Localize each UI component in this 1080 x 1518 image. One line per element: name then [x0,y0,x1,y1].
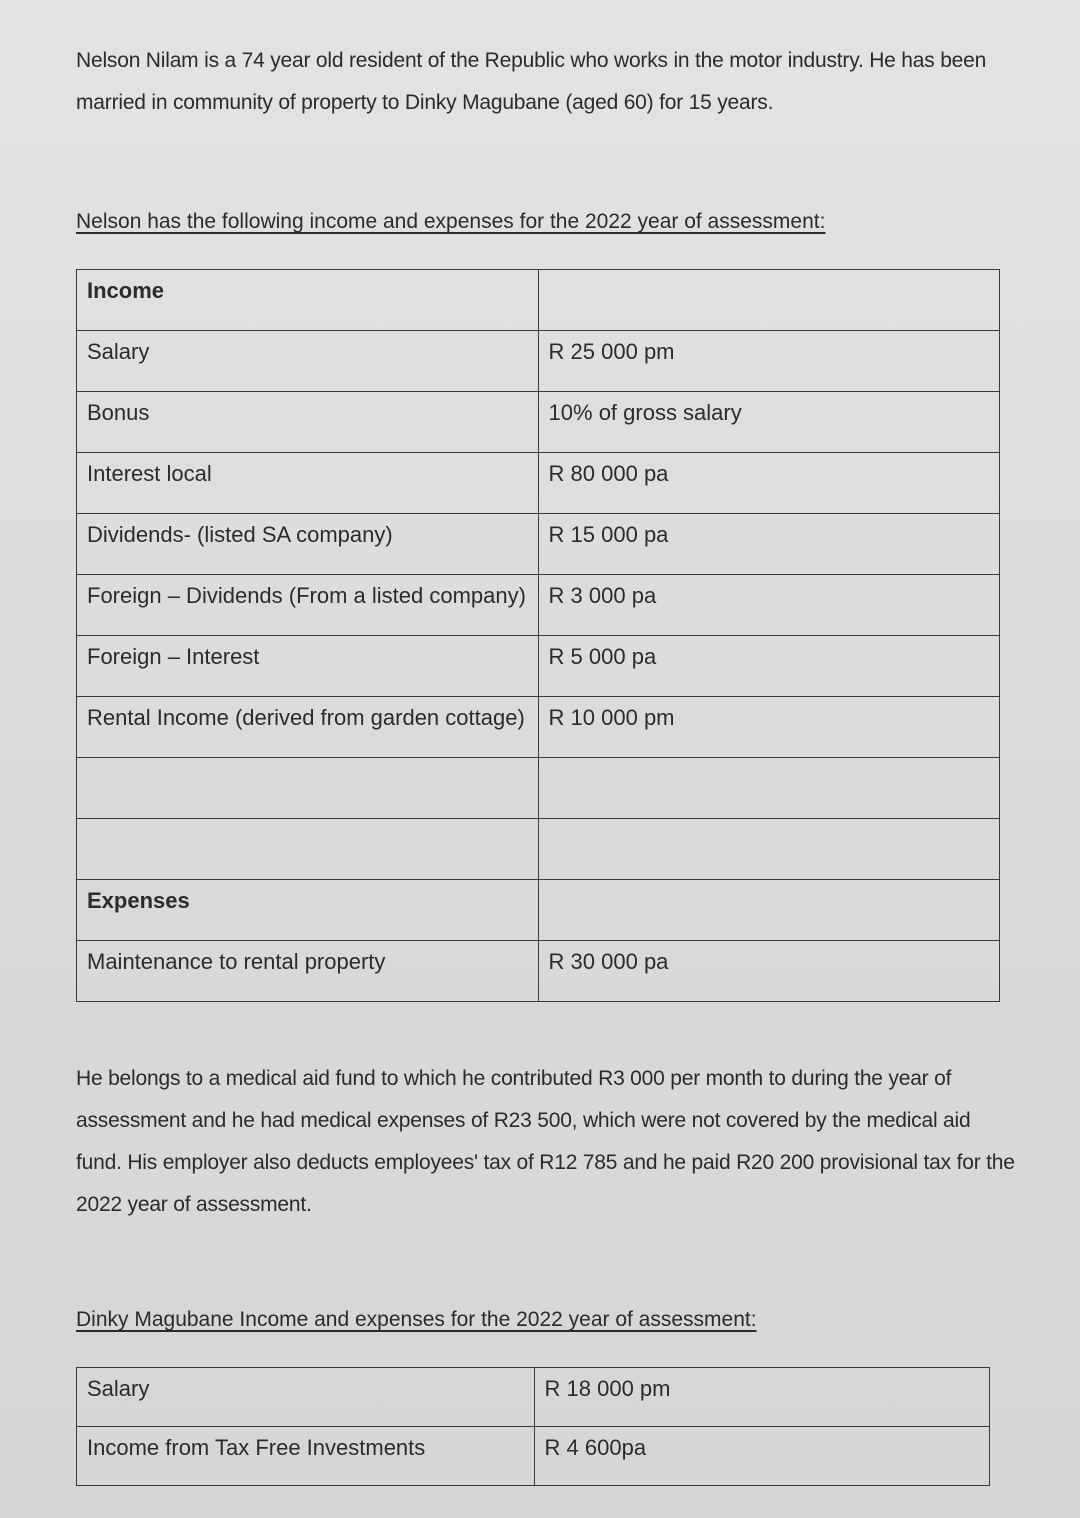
row-label: Rental Income (derived from garden cottage) [77,697,539,758]
row-label: Foreign – Dividends (From a listed company) [77,575,539,636]
row-label: Maintenance to rental property [77,941,539,1002]
table-row [77,331,1000,392]
table-cell-empty [538,758,999,819]
table-cell-empty [77,758,539,819]
row-value: R 3 000 pa [538,575,999,636]
table-row [77,880,1000,941]
row-label: Interest local [77,453,539,514]
row-value: R 18 000 pm [534,1368,989,1427]
table-row [77,941,1000,1002]
nelson-heading: Nelson has the following income and expenses for the 2022 year of assessment: [76,210,826,233]
row-value: R 25 000 pm [538,331,999,392]
row-value: 10% of gross salary [538,392,999,453]
table-row [77,1427,990,1486]
table-row [77,636,1000,697]
dinky-heading: Dinky Magubane Income and expenses for the 2022 year of assessment: [76,1308,757,1331]
row-label: Salary [77,1368,535,1427]
table-row [77,270,1000,331]
row-label: Salary [77,331,539,392]
row-value: R 30 000 pa [538,941,999,1002]
row-label: Foreign – Interest [77,636,539,697]
row-value: R 4 600pa [534,1427,989,1486]
row-label: Income from Tax Free Investments [77,1427,535,1486]
expenses-header: Expenses [77,880,539,941]
row-value: R 10 000 pm [538,697,999,758]
table-row [77,1368,990,1427]
nelson-income-expense-table [76,269,1000,1002]
row-value: R 80 000 pa [538,453,999,514]
intro-paragraph: Nelson Nilam is a 74 year old resident of the Republic who works in the motor industry. He has been married in community of property to Dinky Magubane (aged 60) for 15 years. [76,49,987,114]
row-value: R 15 000 pa [538,514,999,575]
table-cell-empty [538,819,999,880]
table-row-empty [77,819,1000,880]
row-label: Dividends- (listed SA company) [77,514,539,575]
table-row [77,575,1000,636]
table-cell-empty [538,880,999,941]
table-cell-empty [538,270,999,331]
row-label: Bonus [77,392,539,453]
table-row [77,697,1000,758]
table-row-empty [77,758,1000,819]
income-header: Income [77,270,539,331]
row-value: R 5 000 pa [538,636,999,697]
table-row [77,453,1000,514]
dinky-income-table [76,1367,990,1486]
medical-aid-paragraph: He belongs to a medical aid fund to which he contributed R3 000 per month to during the year of assessment and he had medical expenses of R23 500, which were not covered by the medical aid fund. His employer also deducts employees' tax of R12 785 and he paid R20 200 provisional tax for the 2022 year of assessment. [76,1067,1015,1216]
table-row [77,514,1000,575]
table-cell-empty [77,819,539,880]
table-row [77,392,1000,453]
